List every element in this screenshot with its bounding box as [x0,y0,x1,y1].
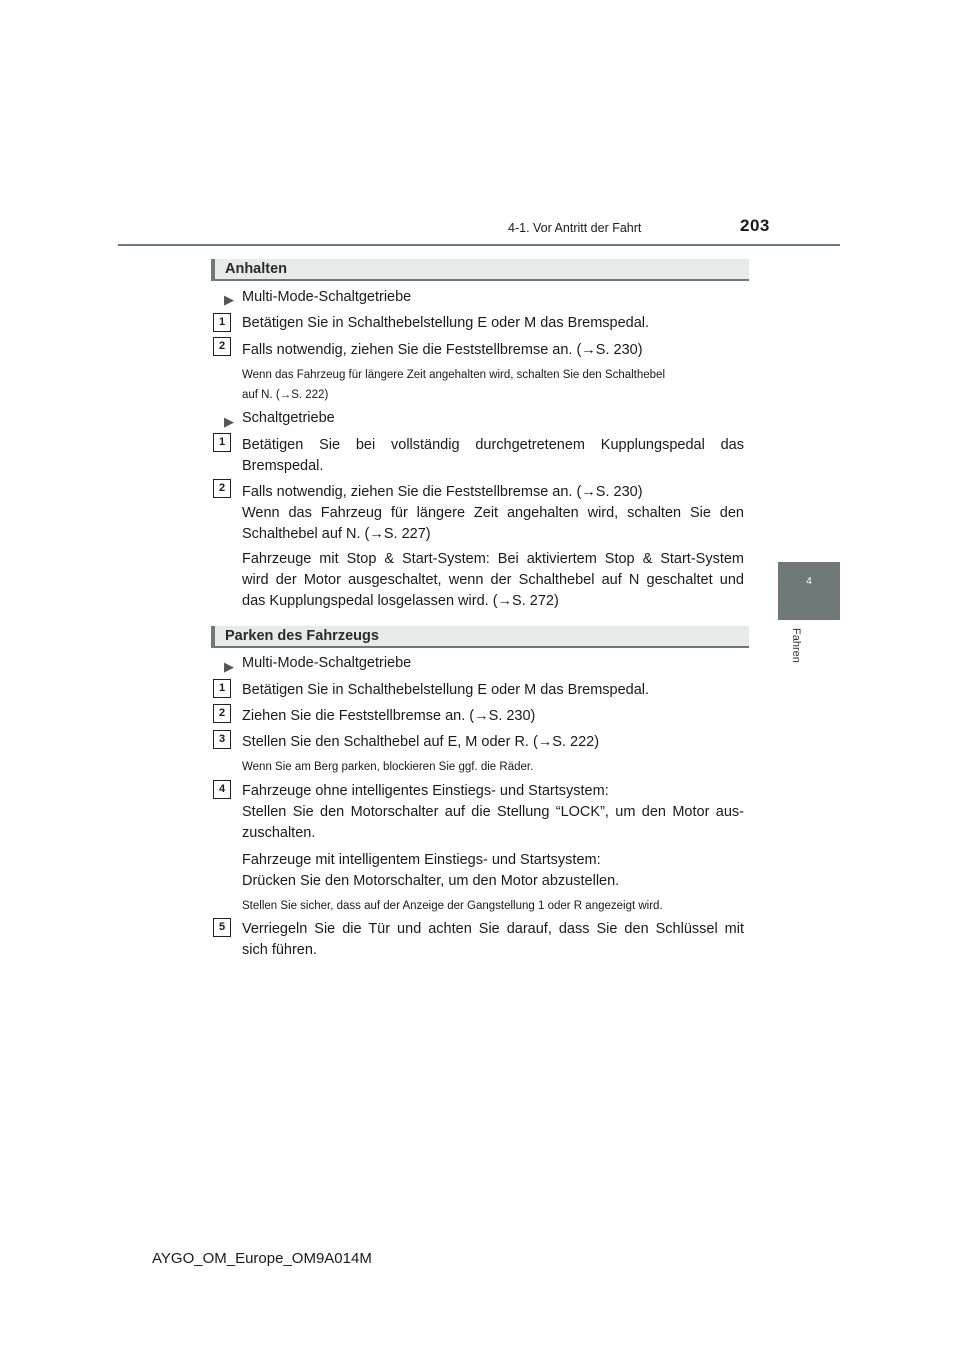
step-number-box: 2 [213,704,231,723]
chapter-tab [778,562,840,620]
step-text [242,919,744,961]
step-number-box: 2 [213,337,231,356]
document-id: AYGO_OM_Europe_OM9A014M [152,1250,372,1267]
note-text: Wenn Sie am Berg parken, blockieren Sie ggf. die Räder. [242,761,534,773]
section-header-parken [211,626,749,648]
note-text: Wenn das Fahrzeug für längere Zeit angehalten wird, schalten Sie den Schalthebel [242,369,665,381]
note-text: Stellen Sie sicher, dass auf der Anzeige der Gangstellung 1 oder R angezeigt wird. [242,900,663,912]
text-line: sich führen. [242,942,317,958]
paragraph [242,549,744,612]
text-line: Betätigen Sie bei vollständig durchgetretenem Kupplungspedal das [242,437,744,453]
text-line: Verriegeln Sie die Tür und achten Sie darauf, dass Sie den Schlüssel mit [242,921,744,937]
section-title: Parken des Fahrzeugs [225,628,379,644]
step-text [242,482,744,545]
header-rule [118,244,840,246]
note-text: auf N. (→S. 222) [242,389,329,401]
text-line: zuschalten. [242,825,316,841]
text-line: Fahrzeuge mit Stop & Start-System: Bei aktiviertem Stop & Start-System [242,551,744,567]
triangle-bullet-icon: ▶ [224,414,234,429]
section-title: Anhalten [225,261,288,277]
subsection-heading: Multi-Mode-Schaltgetriebe [242,289,412,305]
step-text: Betätigen Sie in Schalthebelstellung E oder M das Bremspedal. [242,315,650,331]
text-line: Wenn das Fahrzeug für längere Zeit angehalten wird, schalten Sie den [242,505,744,521]
text-line: Stellen Sie den Motorschalter auf die Stellung “LOCK”, um den Motor aus- [242,804,744,820]
text-line: Bremspedal. [242,458,324,474]
step-number-box: 1 [213,679,231,698]
triangle-bullet-icon: ▶ [224,659,234,674]
text-line: Fahrzeuge ohne intelligentes Einstiegs- und Startsystem: [242,783,609,799]
chapter-number: 4 [806,576,812,587]
step-text [242,435,744,477]
text-line: Drücken Sie den Motorschalter, um den Motor abzustellen. [242,873,620,889]
subsection-heading: Multi-Mode-Schaltgetriebe [242,655,412,671]
page-number: 203 [740,216,770,235]
text-line: Fahrzeuge mit intelligentem Einstiegs- und Startsystem: [242,852,601,868]
triangle-bullet-icon: ▶ [224,292,234,307]
step-number-box: 3 [213,730,231,749]
text-line: wird der Motor ausgeschaltet, wenn der Schalthebel auf N geschaltet und [242,572,744,588]
step-text: Falls notwendig, ziehen Sie die Feststellbremse an. (→S. 230) [242,342,643,358]
step-text: Ziehen Sie die Feststellbremse an. (→S. 230) [242,708,536,724]
step-text [242,781,744,844]
step-number-box: 2 [213,479,231,498]
text-line: Schalthebel auf N. (→S. 227) [242,526,431,542]
step-number-box: 1 [213,313,231,332]
chapter-title: 4-1. Vor Antritt der Fahrt [508,221,642,235]
step-number-box: 4 [213,780,231,799]
step-number-box: 1 [213,433,231,452]
step-number-box: 5 [213,918,231,937]
subsection-heading: Schaltgetriebe [242,410,335,426]
step-text: Stellen Sie den Schalthebel auf E, M oder R. (→S. 222) [242,734,600,750]
section-header-anhalten [211,259,749,281]
paragraph [242,850,744,892]
text-line: Falls notwendig, ziehen Sie die Feststellbremse an. (→S. 230) [242,484,643,500]
step-text: Betätigen Sie in Schalthebelstellung E oder M das Bremspedal. [242,682,650,698]
chapter-label: Fahren [790,628,802,663]
text-line: das Kupplungspedal losgelassen wird. (→S. 272) [242,593,559,609]
